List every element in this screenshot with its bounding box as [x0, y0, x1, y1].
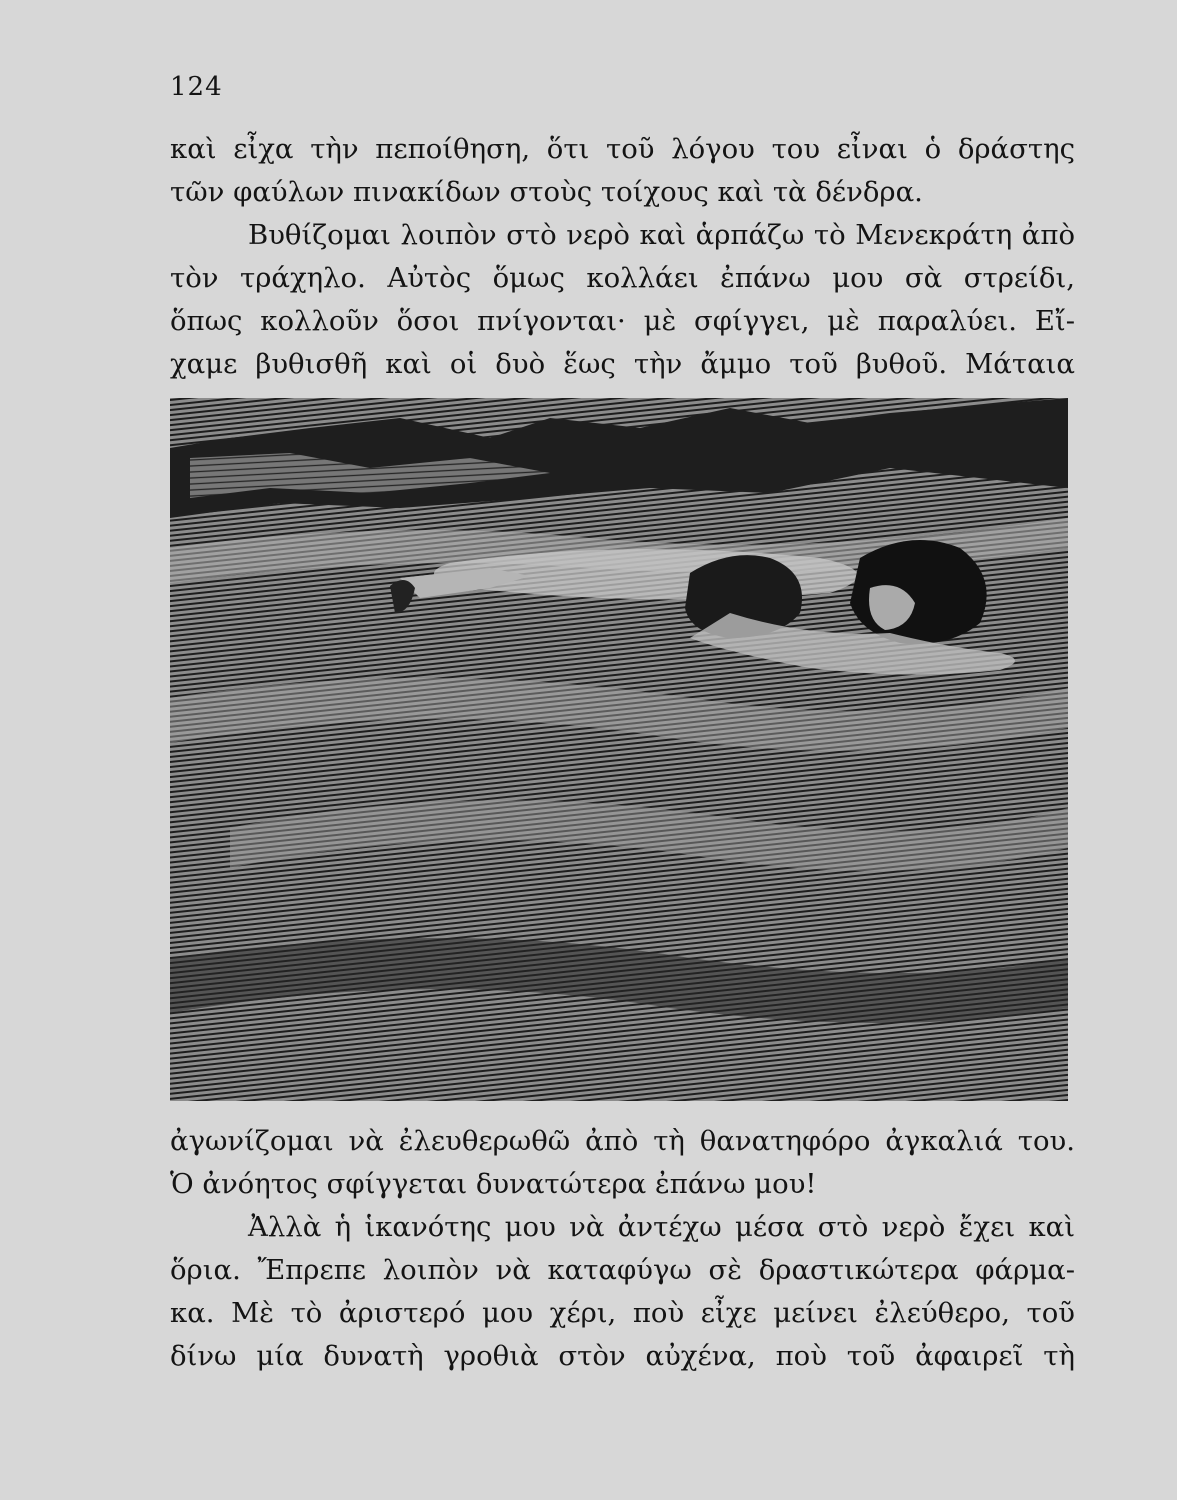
text-line: τὸν τράχηλο. Αὐτὸς ὅμως κολλάει ἐπάνω μου σὰ στρείδι,: [170, 262, 1075, 294]
text-line: καὶ εἶχα τὴν πεποίθηση, ὅτι τοῦ λόγου του εἶναι ὁ δράστης: [170, 133, 1075, 165]
text-line: Βυθίζομαι λοιπὸν στὸ νερὸ καὶ ἁρπάζω τὸ Μενεκράτη ἀπὸ: [248, 219, 1075, 251]
text-line: Ἀλλὰ ἡ ἱκανότης μου νὰ ἀντέχω μέσα στὸ νερὸ ἔχει καὶ: [248, 1211, 1075, 1243]
text-line: ὅπως κολλοῦν ὅσοι πνίγονται· μὲ σφίγγει, μὲ παραλύει. Εἴ-: [170, 305, 1075, 337]
illustration-svg: [170, 398, 1068, 1101]
page-number: 124: [170, 72, 223, 102]
bottom-paragraphs: [170, 1120, 1075, 1378]
text-line: Ὁ ἀνόητος σφίγγεται δυνατώτερα ἐπάνω μου!: [170, 1168, 817, 1200]
text-line: χαμε βυθισθῆ καὶ οἱ δυὸ ἕως τὴν ἄμμο τοῦ βυθοῦ. Μάταια: [170, 348, 1075, 380]
text-line: ὅρια. Ἔπρεπε λοιπὸν νὰ καταφύγω σὲ δραστικώτερα φάρμα-: [170, 1254, 1075, 1286]
woodcut-illustration-swimmers: [170, 398, 1068, 1101]
text-line: κα. Μὲ τὸ ἀριστερό μου χέρι, ποὺ εἶχε μείνει ἐλεύθερο, τοῦ: [170, 1297, 1075, 1329]
text-line: ἀγωνίζομαι νὰ ἐλευθερωθῶ ἀπὸ τὴ θανατηφόρο ἀγκαλιά του.: [170, 1125, 1075, 1157]
text-line: τῶν φαύλων πινακίδων στοὺς τοίχους καὶ τὰ δένδρα.: [170, 176, 923, 208]
text-line: δίνω μία δυνατὴ γροθιὰ στὸν αὐχένα, ποὺ τοῦ ἀφαιρεῖ τὴ: [170, 1340, 1075, 1372]
top-paragraphs: [170, 128, 1075, 386]
